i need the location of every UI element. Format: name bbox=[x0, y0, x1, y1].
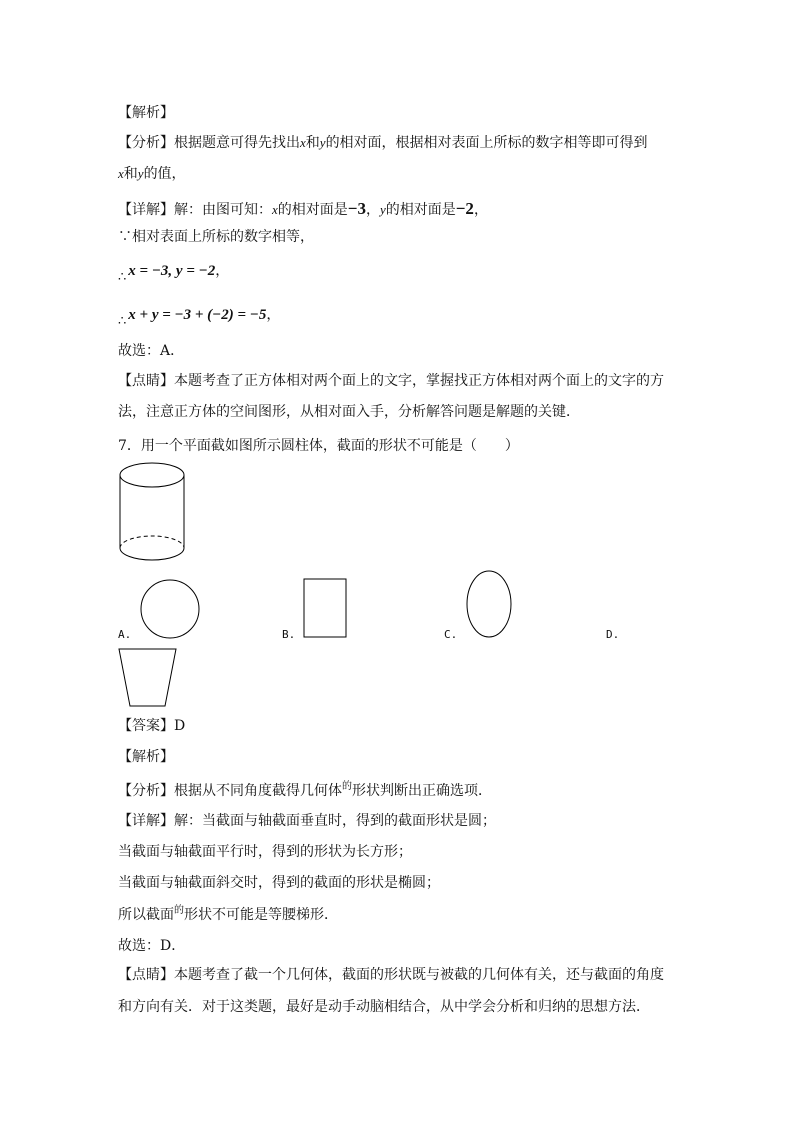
solution-line-q7-3: 当截面与轴截面斜交时，得到的截面的形状是椭圆； bbox=[118, 875, 440, 891]
solution-text: ， bbox=[473, 202, 488, 218]
option-c-label: C. bbox=[444, 628, 458, 641]
solution-text: 【详解】解：由图可知： bbox=[118, 202, 272, 218]
because-line: ∵相对表面上所标的数字相等， bbox=[118, 229, 314, 245]
var-x: x bbox=[300, 135, 306, 150]
var-x: x bbox=[272, 202, 278, 217]
option-b-label: B. bbox=[282, 628, 296, 641]
analysis-text: 形状判断出正确选项． bbox=[352, 783, 492, 799]
punct: ， bbox=[266, 307, 281, 323]
comment-line-q7-1: 【点睛】本题考查了截一个几何体，截面的形状既与被截的几何体有关，还与截面的角度 bbox=[118, 967, 664, 983]
solution-text: 的相对面是 bbox=[385, 202, 456, 218]
option-c-ellipse bbox=[465, 570, 515, 640]
therefore-line-2 bbox=[118, 306, 281, 329]
equation-xy: x = −3, y = −2 bbox=[128, 263, 216, 279]
therefore-symbol: ∴ bbox=[118, 314, 127, 329]
analysis-text: 和 bbox=[123, 166, 138, 182]
option-d-label: D. bbox=[606, 628, 620, 641]
solution-line-q7-1: 【详解】解：当截面与轴截面垂直时，得到的截面形状是圆； bbox=[118, 813, 496, 829]
jiexi-heading-2: 【解析】 bbox=[118, 749, 174, 765]
question-7-stem: 7．用一个平面截如图所示圆柱体，截面的形状不可能是（ ） bbox=[118, 438, 519, 454]
raised-de: 的 bbox=[342, 781, 352, 792]
analysis-line-1 bbox=[118, 134, 648, 152]
option-b-rectangle bbox=[303, 578, 349, 640]
option-d-trapezoid bbox=[118, 648, 180, 710]
analysis-text: 和 bbox=[305, 135, 320, 151]
comment-line-1: 【点睛】本题考查了正方体相对两个面上的文字，掌握找正方体相对两个面上的文字的方 bbox=[118, 373, 664, 389]
solution-text: ， bbox=[365, 202, 380, 218]
comment-line-2: 法，注意正方体的空间图形，从相对面入手，分析解答问题是解题的关键． bbox=[118, 404, 580, 420]
therefore-symbol: ∴ bbox=[118, 270, 127, 285]
cylinder-figure bbox=[118, 462, 188, 564]
analysis-line-2 bbox=[118, 165, 186, 183]
option-a-label: A. bbox=[118, 628, 132, 641]
option-a-circle bbox=[140, 579, 202, 641]
solution-text: 的相对面是 bbox=[277, 202, 348, 218]
analysis-line-q7 bbox=[118, 782, 492, 802]
var-x: x bbox=[118, 166, 124, 181]
answer-line: 【答案】D bbox=[118, 718, 186, 734]
analysis-text: 【分析】根据题意可得先找出 bbox=[118, 135, 300, 151]
value-neg2: −2 bbox=[455, 199, 474, 218]
value-neg3: −3 bbox=[347, 199, 366, 218]
var-y: y bbox=[319, 135, 326, 150]
solution-line-1 bbox=[118, 200, 488, 219]
solution-line-q7-4 bbox=[118, 906, 338, 926]
raised-de: 的 bbox=[174, 905, 184, 916]
therefore-line-1 bbox=[118, 262, 230, 285]
choice-line-q7: 故选：D． bbox=[118, 938, 186, 954]
solution-line-q7-2: 当截面与轴截面平行时，得到的形状为长方形； bbox=[118, 844, 412, 860]
analysis-text: 的相对面，根据相对表面上所标的数字相等即可得到 bbox=[325, 135, 648, 151]
solution-text: 形状不可能是等腰梯形． bbox=[184, 907, 338, 923]
var-y: y bbox=[137, 166, 144, 181]
choice-line: 故选：A． bbox=[118, 343, 185, 359]
analysis-text: 的值， bbox=[143, 166, 186, 182]
punct: ， bbox=[215, 263, 230, 279]
jiexi-heading: 【解析】 bbox=[118, 105, 174, 121]
analysis-text: 【分析】根据从不同角度截得几何体 bbox=[118, 783, 342, 799]
comment-line-q7-2: 和方向有关．对于这类题，最好是动手动脑相结合，从中学会分析和归纳的思想方法． bbox=[118, 999, 650, 1015]
var-y: y bbox=[379, 202, 386, 217]
solution-text: 所以截面 bbox=[118, 907, 174, 923]
equation-sum: x + y = −3 + (−2) = −5 bbox=[128, 307, 267, 323]
